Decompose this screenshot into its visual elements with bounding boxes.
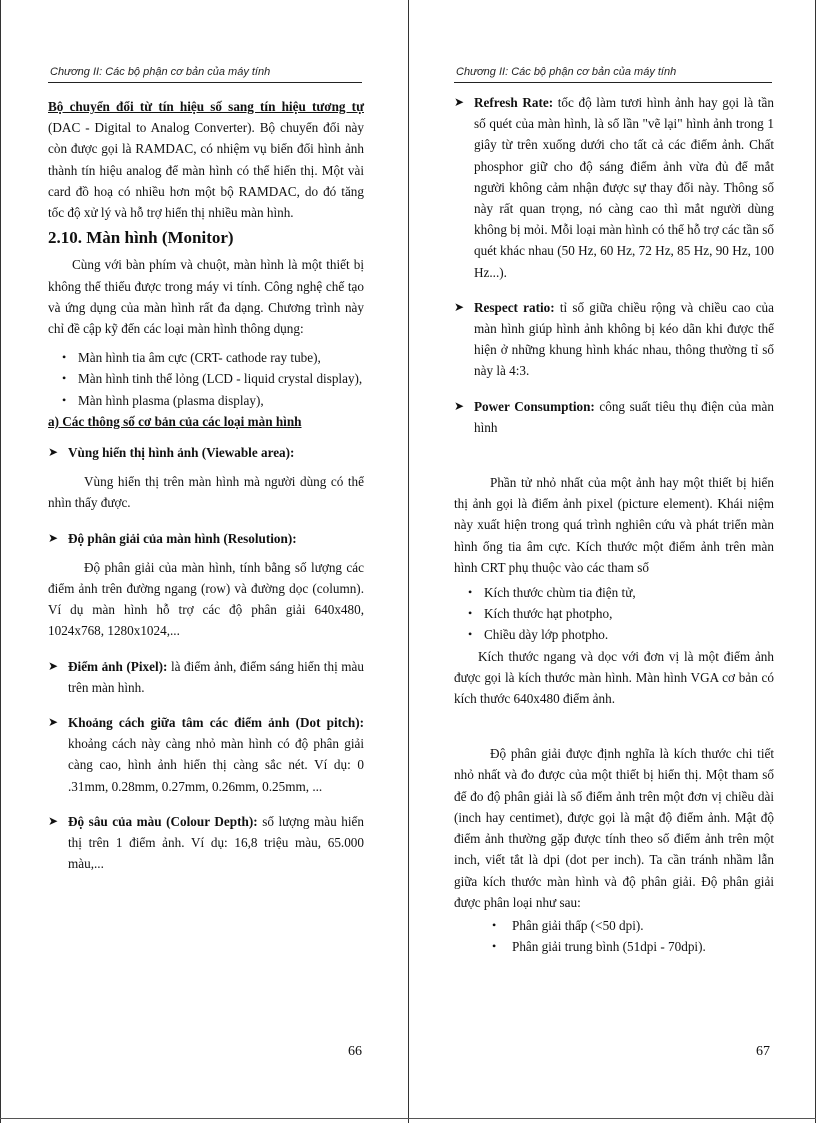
refresh-rate-text: tốc độ làm tươi hình ảnh hay gọi là tần số quét của màn hình, là số lần "vẽ lại" hình ảnh trong 1 giây từ trên xuống dưới cho tất cả các điểm ảnh. Chất phosphor giữ cho độ sáng điểm ảnh vừa đủ để mắt người không cảm nhận được sự thay đổi này. Thông số này rất quan trọng, nó càng cao thì mắt người dùng không bị mỏi. Mỗi loại màn hình có thể hỗ trợ các tần số quét khác nhau (50 Hz, 60 Hz, 72 Hz, 85 Hz, 90 Hz, 100 Hz...). <box>474 95 774 280</box>
pixel-title: Điểm ảnh (Pixel): <box>68 658 168 674</box>
power-text: công suất tiêu thụ điện của màn hình <box>474 398 774 435</box>
page-number-right: 67 <box>756 1044 770 1059</box>
arrow-bullet-icon: ➤ <box>48 530 59 545</box>
monitor-types-list <box>48 347 364 411</box>
resolution-classes-list <box>454 915 774 957</box>
dac-text: (DAC - Digital to Analog Converter). Bộ chuyển đổi này còn được gọi là RAMDAC, có nhiệm vụ biến đổi hình ảnh thành tín hiệu analog để màn hình có thể hiển thị. Một vài card đồ hoạ có nhiều hơn một bộ RAMDAC, do đó tăng tốc độ xử lý và hỗ trợ hiển thị nhiều màn hình. <box>48 120 364 221</box>
dot-pitch-text: khoảng cách này càng nhỏ màn hình có độ phân giải càng cao, hình ảnh hiển thị càng sắc nét. Ví dụ: 0 .31mm, 0.28mm, 0.27mm, 0.26mm, 0.25mm, ... <box>68 736 364 794</box>
list-item: • Chiều dày lớp photpho. <box>454 624 774 645</box>
right-header-rule <box>454 82 772 83</box>
arrow-bullet-icon: ➤ <box>48 445 59 460</box>
left-running-header: Chương II: Các bộ phận cơ bản của máy tính <box>50 66 271 78</box>
intro-paragraph: Cùng với bàn phím và chuột, màn hình là một thiết bị không thể thiếu được trong máy vi tính. Công nghệ chế tạo và ứng dụng của màn hình rất đa dạng. Chương trình này chỉ đề cập kỹ đến các loại màn hình thông dụng: <box>48 257 364 337</box>
arrow-bullet-icon: ➤ <box>454 398 465 413</box>
page-number-left: 66 <box>348 1044 362 1059</box>
resolution-text: Độ phân giải của màn hình, tính bằng số lượng các điểm ảnh trên đường ngang (row) và đường dọc (column). Ví dụ màn hình hỗ trợ các độ phân giải 640x480, 1024x768, 1280x1024,... <box>48 559 364 639</box>
left-content <box>48 96 364 875</box>
arrow-bullet-icon: ➤ <box>454 299 465 314</box>
parameters-subheading: a) Các thông số cơ bản của các loại màn hình <box>48 413 302 429</box>
dot-pitch-title: Khoảng cách giữa tâm các điểm ảnh (Dot pitch): <box>68 715 364 731</box>
aspect-ratio-text: tỉ số giữa chiều rộng và chiều cao của màn hình giúp hình ảnh không bị kéo dãn khi được thể hiện ở những khung hình khác nhau, thông thường tỉ số này là 4:3. <box>474 299 774 379</box>
pixel-parameters-list <box>454 582 774 646</box>
pixel-definition-paragraph: Phần tử nhỏ nhất của một ảnh hay một thiết bị hiển thị ảnh gọi là điểm ảnh pixel (picture element). Khái niệm này xuất hiện trong quá trình nghiên cứu và phát triển màn hình ống tia âm cực. Kích thước một điểm ảnh trên màn hình CRT phụ thuộc vào các tham số <box>454 475 774 575</box>
aspect-ratio-title: Respect ratio: <box>474 299 555 315</box>
list-item: • Phân giải thấp (<50 dpi). <box>454 915 774 936</box>
resolution-item <box>48 528 364 549</box>
list-item: • Màn hình plasma (plasma display), <box>48 390 364 411</box>
arrow-bullet-icon: ➤ <box>48 658 59 673</box>
list-item: • Màn hình tia âm cực (CRT- cathode ray tube), <box>48 347 364 368</box>
colour-depth-text: số lượng màu hiển thị trên 1 điểm ảnh. Ví dụ: 16,8 triệu màu, 65.000 màu,... <box>68 813 365 872</box>
refresh-rate-title: Refresh Rate: <box>474 95 554 110</box>
power-item <box>454 396 774 438</box>
dac-title: Bộ chuyển đổi từ tín hiệu số sang tín hiệu tương tự <box>48 99 364 114</box>
pixel-item <box>48 656 364 698</box>
right-running-header: Chương II: Các bộ phận cơ bản của máy tính <box>456 66 677 78</box>
arrow-bullet-icon: ➤ <box>48 813 59 828</box>
resolution-title: Độ phân giải của màn hình (Resolution): <box>68 530 297 546</box>
dot-pitch-item <box>48 712 364 797</box>
power-title: Power Consumption: <box>474 398 595 414</box>
viewable-text: Vùng hiển thị trên màn hình mà người dùng có thể nhìn thấy được. <box>48 474 364 511</box>
list-item: • Kích thước hạt photpho, <box>454 603 774 624</box>
viewable-area-item <box>48 442 364 463</box>
left-header-rule <box>48 82 362 83</box>
aspect-ratio-item <box>454 297 774 382</box>
dac-paragraph <box>48 96 364 223</box>
right-content <box>454 92 774 957</box>
refresh-rate-item <box>454 92 774 283</box>
list-item: • Phân giải trung bình (51dpi - 70dpi). <box>454 936 774 957</box>
viewable-title: Vùng hiển thị hình ảnh (Viewable area): <box>68 445 295 461</box>
list-item: • Màn hình tinh thể lỏng (LCD - liquid crystal display), <box>48 368 364 389</box>
arrow-bullet-icon: ➤ <box>454 95 465 109</box>
list-item: • Kích thước chùm tia điện tử, <box>454 582 774 603</box>
arrow-bullet-icon: ➤ <box>48 715 59 730</box>
screen-size-paragraph: Kích thước ngang và dọc với đơn vị là một điểm ảnh được gọi là kích thước màn hình. Màn hình VGA cơ bản có kích thước 640x480 điểm ảnh. <box>454 648 774 707</box>
resolution-definition-paragraph: Độ phân giải được định nghĩa là kích thước chi tiết nhỏ nhất và đo được của một thiết bị hiển thị. Một tham số để đo độ phân giải là số điểm ảnh trên một đơn vị chiều dài (inch hay centimet), được gọi là mật độ điểm ảnh. Mật độ điểm ảnh thường gặp được tính theo số điểm ảnh trên một inch, viết tắt là dpi (dot per inch). Ta cần tránh nhầm lẫn giữa kích thước màn hình và độ phân giải. Độ phân giải được phân loại như sau: <box>454 746 774 910</box>
colour-depth-title: Độ sâu của màu (Colour Depth): <box>68 813 258 829</box>
colour-depth-item <box>48 811 364 875</box>
section-heading: 2.10. Màn hình (Monitor) <box>48 228 234 248</box>
right-page <box>408 0 816 1123</box>
pixel-text: là điểm ảnh, điểm sáng hiển thị màu trên màn hình. <box>68 658 364 695</box>
